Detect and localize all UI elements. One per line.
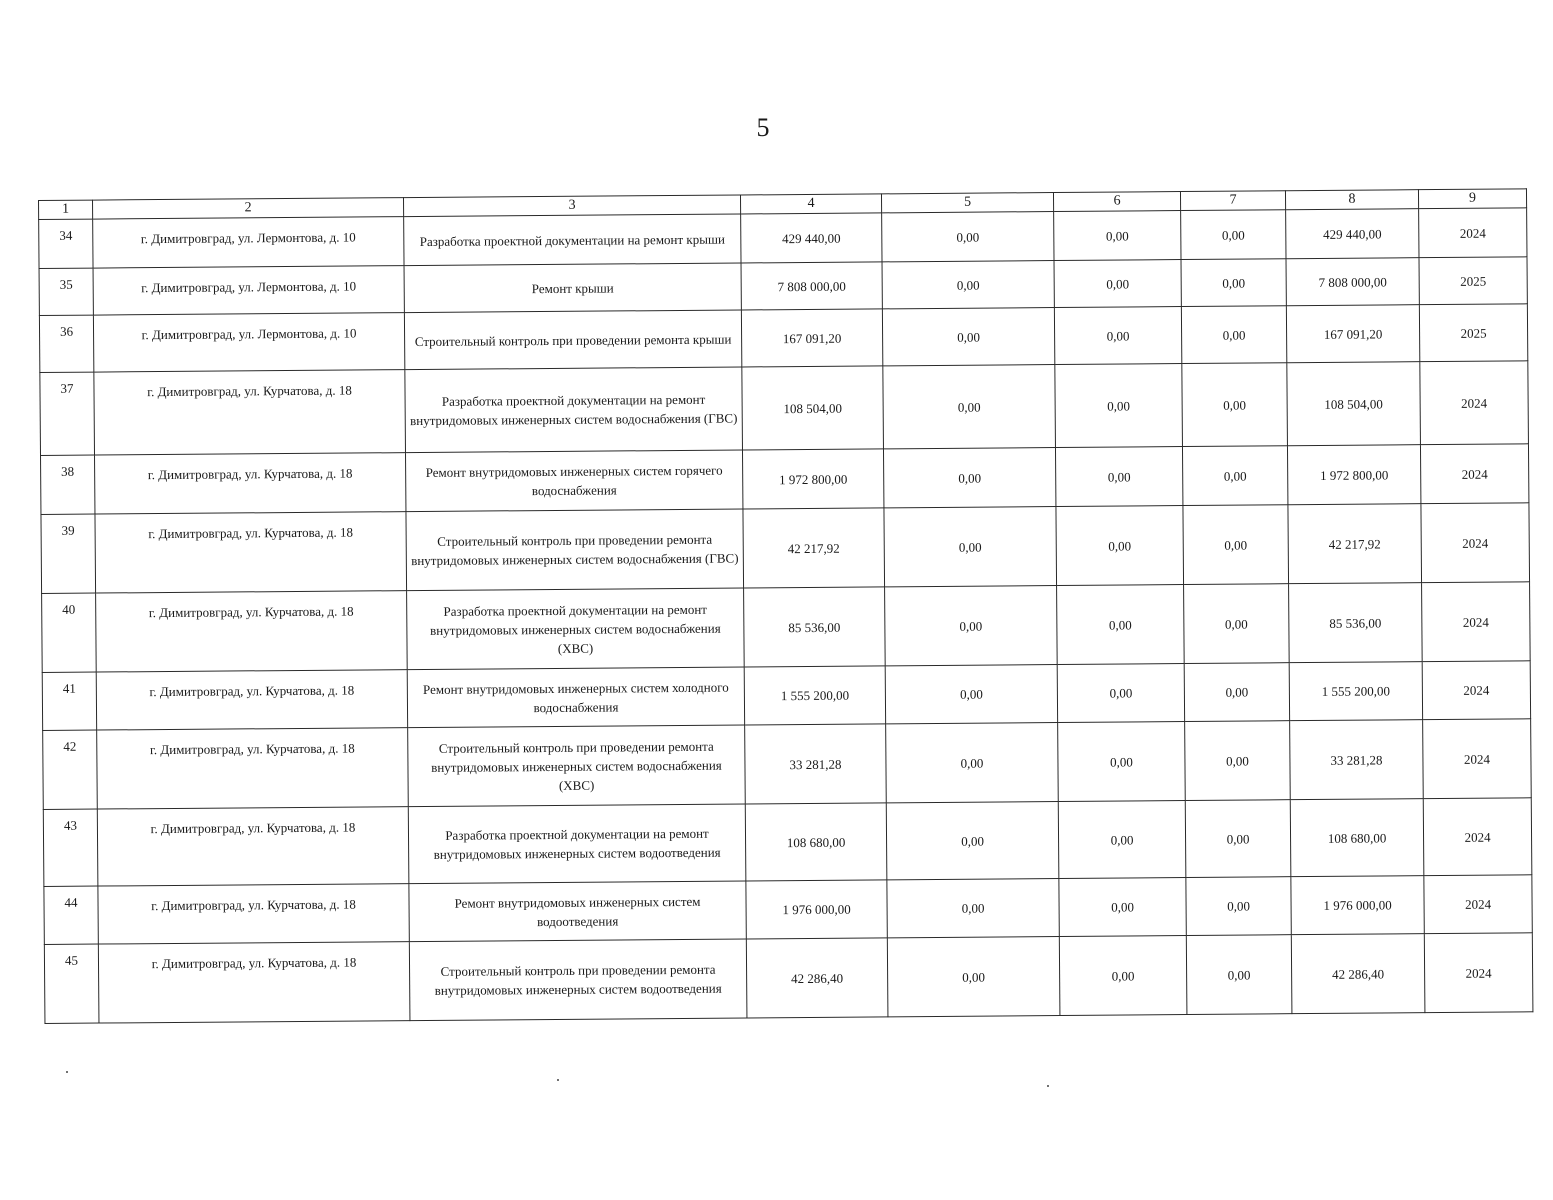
work-type-cell: Строительный контроль при проведении ремонта внутридомовых инженерных систем водоснабжения (ХВС) <box>408 725 746 807</box>
amount-col-7: 0,00 <box>1182 363 1288 447</box>
scan-speck <box>1047 1085 1049 1087</box>
column-header-4: 4 <box>740 194 881 214</box>
year-cell: 2024 <box>1423 719 1532 799</box>
amount-col-7: 0,00 <box>1184 663 1289 722</box>
row-number: 40 <box>42 593 97 672</box>
amount-col-5: 0,00 <box>885 586 1058 666</box>
row-number: 36 <box>39 315 93 372</box>
amount-col-7: 0,00 <box>1182 446 1287 506</box>
amount-col-6: 0,00 <box>1058 722 1186 802</box>
amount-col-6: 0,00 <box>1059 936 1187 1016</box>
row-number: 45 <box>44 944 99 1023</box>
amount-col-7: 0,00 <box>1184 584 1290 664</box>
row-number: 34 <box>39 219 93 268</box>
amount-col-8: 85 536,00 <box>1289 583 1423 663</box>
work-type-cell: Строительный контроль при проведении ремонта внутридомовых инженерных систем водоотведения <box>409 939 747 1021</box>
year-cell: 2024 <box>1422 661 1530 720</box>
page-number: 5 <box>756 113 770 142</box>
year-cell: 2025 <box>1419 257 1527 305</box>
year-cell: 2024 <box>1420 444 1528 504</box>
amount-col-6: 0,00 <box>1056 506 1184 586</box>
column-header-2: 2 <box>93 198 404 219</box>
year-cell: 2024 <box>1424 875 1532 934</box>
amount-col-8: 108 504,00 <box>1287 362 1421 446</box>
amount-col-7: 0,00 <box>1183 505 1289 585</box>
amount-col-7: 0,00 <box>1181 210 1286 260</box>
row-number: 43 <box>43 809 98 886</box>
amount-col-5: 0,00 <box>887 937 1060 1017</box>
amount-col-5: 0,00 <box>882 212 1054 262</box>
scan-speck <box>66 1071 68 1073</box>
amount-col-5: 0,00 <box>886 802 1059 880</box>
work-type-cell: Ремонт внутридомовых инженерных систем горячего водоснабжения <box>405 450 742 512</box>
column-header-9: 9 <box>1418 189 1526 209</box>
amount-col-5: 0,00 <box>883 365 1056 449</box>
table-row <box>43 719 1532 810</box>
table-row <box>41 503 1530 594</box>
amount-col-4: 167 091,20 <box>741 309 882 367</box>
year-cell: 2024 <box>1424 933 1533 1013</box>
amount-col-5: 0,00 <box>882 261 1054 309</box>
table-row <box>43 798 1532 887</box>
amount-col-8: 1 976 000,00 <box>1291 876 1424 935</box>
amount-col-4: 1 972 800,00 <box>742 449 883 509</box>
address-cell: г. Димитровград, ул. Курчатова, д. 18 <box>95 512 407 593</box>
amount-col-4: 42 217,92 <box>743 508 885 588</box>
address-cell: г. Димитровград, ул. Курчатова, д. 18 <box>98 884 409 944</box>
row-number: 35 <box>39 268 93 315</box>
address-cell: г. Димитровград, ул. Лермонтова, д. 10 <box>93 266 404 315</box>
amount-col-8: 33 281,28 <box>1290 720 1424 800</box>
row-number: 41 <box>42 672 96 730</box>
address-cell: г. Димитровград, ул. Курчатова, д. 18 <box>95 453 406 514</box>
address-cell: г. Димитровград, ул. Курчатова, д. 18 <box>96 591 408 672</box>
address-cell: г. Димитровград, ул. Лермонтова, д. 10 <box>93 217 404 268</box>
amount-col-6: 0,00 <box>1059 878 1186 937</box>
amount-col-4: 1 976 000,00 <box>746 880 887 939</box>
work-type-cell: Разработка проектной документации на ремонт внутридомовых инженерных систем водоснабжения (ХВС) <box>407 588 745 670</box>
work-type-cell: Ремонт внутридомовых инженерных систем водоотведения <box>409 881 746 942</box>
column-header-6: 6 <box>1053 192 1180 212</box>
work-type-cell: Ремонт внутридомовых инженерных систем холодного водоснабжения <box>407 667 744 728</box>
column-header-8: 8 <box>1285 190 1418 210</box>
amount-col-5: 0,00 <box>882 308 1054 366</box>
amount-col-4: 85 536,00 <box>744 587 886 667</box>
amount-col-4: 108 504,00 <box>742 366 884 450</box>
year-cell: 2024 <box>1419 208 1527 258</box>
amount-col-8: 429 440,00 <box>1286 209 1419 259</box>
amount-col-6: 0,00 <box>1054 307 1181 365</box>
amount-col-6: 0,00 <box>1057 664 1184 723</box>
work-type-cell: Разработка проектной документации на ремонт внутридомовых инженерных систем водоснабжения (ГВС) <box>405 367 743 453</box>
table-container <box>38 188 1532 1024</box>
amount-col-4: 33 281,28 <box>745 724 887 804</box>
amount-col-7: 0,00 <box>1185 800 1291 878</box>
column-header-3: 3 <box>403 195 740 217</box>
table-row <box>44 933 1533 1024</box>
amount-col-6: 0,00 <box>1055 447 1182 507</box>
amount-col-8: 1 972 800,00 <box>1287 445 1420 505</box>
table-row <box>42 582 1531 673</box>
repair-plan-table <box>38 188 1533 1024</box>
amount-col-7: 0,00 <box>1186 877 1291 936</box>
amount-col-4: 429 440,00 <box>741 213 882 263</box>
amount-col-8: 108 680,00 <box>1290 799 1424 877</box>
work-type-cell: Разработка проектной документации на ремонт крыши <box>404 214 741 266</box>
year-cell: 2024 <box>1420 361 1529 445</box>
amount-col-5: 0,00 <box>885 665 1057 724</box>
amount-col-5: 0,00 <box>883 448 1055 508</box>
column-header-7: 7 <box>1180 191 1285 211</box>
row-number: 39 <box>41 514 96 593</box>
scan-speck <box>557 1079 559 1081</box>
amount-col-7: 0,00 <box>1186 935 1292 1015</box>
year-cell: 2024 <box>1423 798 1532 876</box>
row-number: 37 <box>40 372 95 455</box>
work-type-cell: Разработка проектной документации на ремонт внутридомовых инженерных систем водоотведения <box>408 804 746 884</box>
amount-col-7: 0,00 <box>1181 306 1286 364</box>
amount-col-8: 42 217,92 <box>1288 504 1422 584</box>
amount-col-8: 1 555 200,00 <box>1289 662 1422 721</box>
row-number: 38 <box>41 455 95 514</box>
work-type-cell: Строительный контроль при проведении ремонта крыши <box>404 310 741 370</box>
address-cell: г. Димитровград, ул. Курчатова, д. 18 <box>94 370 406 455</box>
amount-col-8: 42 286,40 <box>1291 934 1425 1014</box>
amount-col-4: 7 808 000,00 <box>741 262 882 310</box>
address-cell: г. Димитровград, ул. Курчатова, д. 18 <box>97 728 409 809</box>
amount-col-7: 0,00 <box>1181 259 1286 307</box>
column-header-1: 1 <box>39 200 93 219</box>
table-row <box>40 361 1529 456</box>
work-type-cell: Ремонт крыши <box>404 263 741 313</box>
year-cell: 2024 <box>1421 503 1530 583</box>
row-number: 44 <box>44 886 98 944</box>
year-cell: 2025 <box>1419 304 1527 362</box>
amount-col-4: 1 555 200,00 <box>744 666 885 725</box>
amount-col-5: 0,00 <box>884 507 1057 587</box>
address-cell: г. Димитровград, ул. Курчатова, д. 18 <box>97 807 409 886</box>
amount-col-6: 0,00 <box>1054 260 1181 308</box>
amount-col-6: 0,00 <box>1057 585 1185 665</box>
amount-col-7: 0,00 <box>1185 721 1291 801</box>
amount-col-4: 42 286,40 <box>746 938 888 1018</box>
row-number: 42 <box>43 730 98 809</box>
amount-col-6: 0,00 <box>1054 211 1181 261</box>
amount-col-5: 0,00 <box>886 723 1059 803</box>
work-type-cell: Строительный контроль при проведении ремонта внутридомовых инженерных систем водоснабжения (ГВС) <box>406 509 744 591</box>
year-cell: 2024 <box>1422 582 1531 662</box>
address-cell: г. Димитровград, ул. Курчатова, д. 18 <box>96 670 407 730</box>
address-cell: г. Димитровград, ул. Курчатова, д. 18 <box>98 942 410 1023</box>
column-header-5: 5 <box>881 193 1053 213</box>
address-cell: г. Димитровград, ул. Лермонтова, д. 10 <box>93 313 404 372</box>
amount-col-5: 0,00 <box>887 879 1059 938</box>
amount-col-8: 167 091,20 <box>1286 305 1419 363</box>
amount-col-4: 108 680,00 <box>745 803 887 881</box>
amount-col-6: 0,00 <box>1058 801 1186 879</box>
amount-col-8: 7 808 000,00 <box>1286 258 1419 306</box>
amount-col-6: 0,00 <box>1055 364 1183 448</box>
